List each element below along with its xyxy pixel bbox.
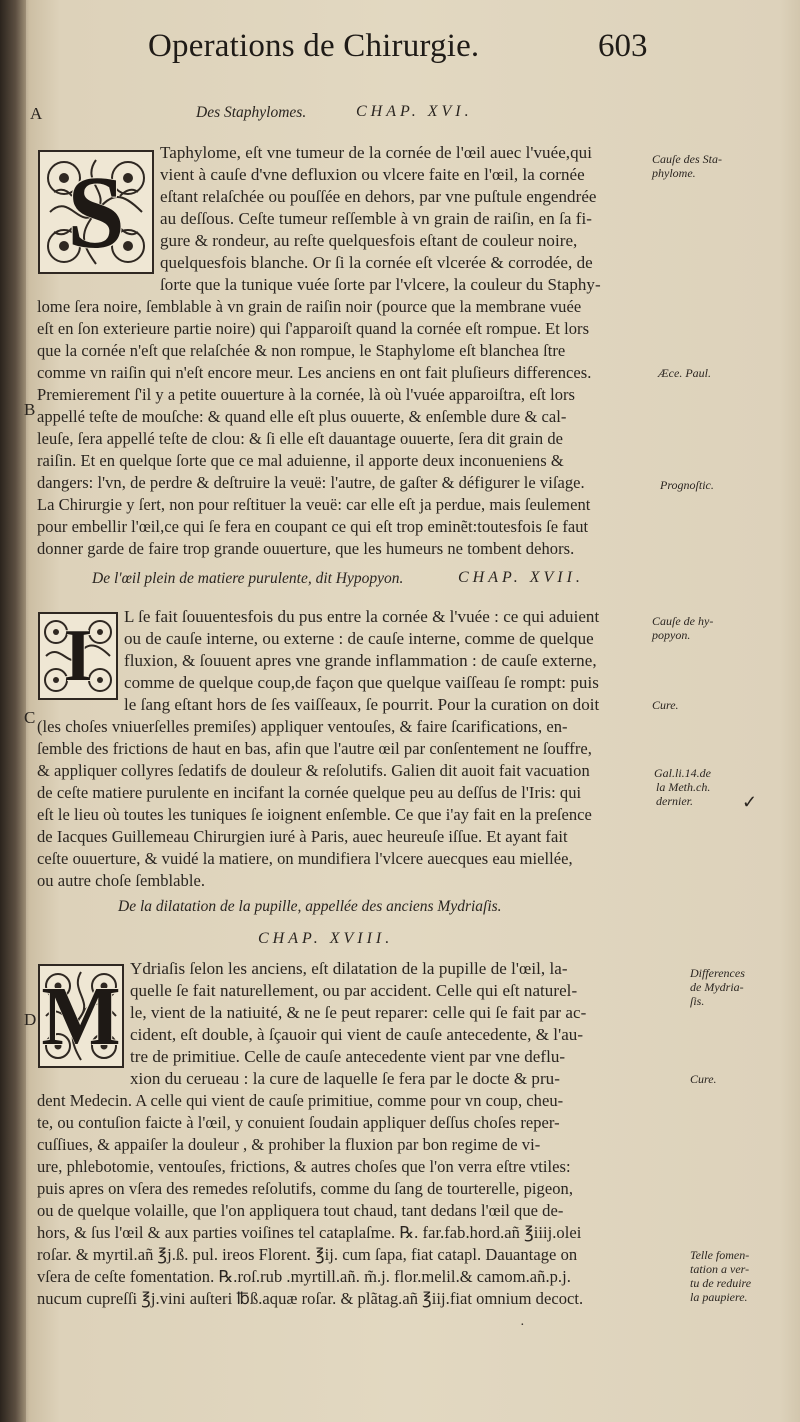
text-line: vſera de ceſte fomentation. ℞.roſ.rub .myrtill.añ. m̃.j. flor.melil.& camom.añ.p.j. [37,1267,571,1286]
text-line: le, vient de la natiuité, & ne ſe peut reparer: celle qui ſe fait par ac- [130,1003,587,1022]
text-line: raiſin. Et en quelque ſorte que ce mal aduienne, il apporte deux inconueniens & [37,451,564,470]
text-line: leuſe, ſera appellé teſte de clou: & ſi elle eſt dauantage ouuerte, ſera dit grain de [37,429,564,448]
text-line: quelquesfois blanche. Or ſi la cornée eſt vlcerée & corrodée, de [160,253,593,272]
margin-note: dernier. [656,794,693,808]
text-line: eſt en ſon exterieure partie noire) qui ſ'apparoiſt quand la cornée eſt rompue. Et lors [37,319,590,338]
margin-note: Differences [690,966,745,980]
ink-speck: · [520,1318,525,1333]
signature-mark: A [30,104,43,123]
text-line: le ſang eſtant hors de ſes vaiſſeaux, ſe pourrit. Pour la curation on doit [124,695,600,714]
text-line: eſt le lieu où toutes les tuniques ſe ioignent enſemble. Ce que i'ay fait en la preſence [37,805,592,824]
text-line: de ceſte matiere purulente en incifant la cornée quelque peu au deſſus de l'Iris: qui [37,783,582,802]
text-line: cuſſiues, & appaiſer la douleur , & prohiber la fluxion par bon regime de vi- [37,1135,541,1154]
text-line: ſorte que la tunique vuée ſorte par l'vlcere, la couleur du Staphy- [160,275,601,294]
margin-note: ſis. [690,994,705,1008]
text-line: au deſſous. Ceſte tumeur reſſemble à vn grain de raiſin, en ſa fi- [160,209,592,228]
text-line: hors, & ſus l'œil & aux parties voiſines tel cataplaſme. ℞. far.fab.hord.añ ℥iiij.olei [37,1223,582,1242]
decorated-initial-s [38,150,154,274]
text-line: dangers: l'vn, de perdre & deſtruire la veuë: l'autre, de gaſter & défigurer le viſage. [37,473,585,492]
text-line: ure, phlebotomie, ventouſes, frictions, & autres choſes que l'on verra eſtre vtiles: [37,1157,571,1176]
text-line: dent Medecin. A celle qui vient de cauſe primitiue, comme pour vn coup, cheu- [37,1091,564,1110]
margin-note: Prognoſtic. [660,478,714,492]
chapter-number: CHAP. XVIII. [258,930,394,947]
chapter-number: CHAP. XVI. [356,103,473,120]
margin-note: Gal.li.14.de [654,766,711,780]
text-line: nucum cupreſſi ℥j.vini auſteri ℔ß.aquæ roſar. & plãtag.añ ℥iij.fiat omnium decoct. [37,1289,584,1308]
margin-note: Cure. [652,698,679,712]
text-line: comme vn raiſin qui n'eſt encore meur. Les anciens en ont fait pluſieurs differences. [37,363,592,382]
text-line: cident, eſt double, à ſçauoir qui vient de cauſe antecedente, & l'au- [130,1025,584,1044]
running-title: Operations de Chirurgie. [148,28,480,64]
margin-note: tu de reduire [690,1276,752,1290]
annotation-mark: ✓ [742,792,758,812]
margin-note: la paupiere. [690,1290,748,1304]
text-line: tre de primitiue. Celle de cauſe antecedente vient par vne deflu- [130,1047,566,1066]
text-line: ou autre choſe ſemblable. [37,871,206,890]
text-line: puis apres on vſera des remedes reſolutifs, comme du ſang de tourterelle, pigeon, [37,1179,574,1198]
text-line: que la cornée n'eſt que relaſchée & non rompue, le Staphylome eſt blanchea ſtre [37,341,566,360]
text-line: Premierement ſ'il y a petite ouuerture à la cornée, là où l'vuée apparoiſtra, eſt lors [37,385,576,404]
text-line: ou de cauſe interne, ou externe : de cauſe interne, comme de quelque [124,629,594,648]
text-line: & appliquer collyres ſedatifs de douleur & reſolutifs. Galien dit auoit fait vacuation [37,761,590,780]
text-line: donner garde de faire trop grande ouuerture, que les humeurs ne tombent dehors. [37,539,575,558]
signature-mark: B [24,400,36,419]
text-line: vient à cauſe d'vne defluxion ou vlcere faite en l'œil, la cornée [160,165,585,184]
chapter-number: CHAP. XVII. [458,569,584,586]
chapter-title: De l'œil plein de matiere purulente, dit Hypopyon. [92,570,404,587]
text-line: roſar. & myrtil.añ ℥j.ß. pul. ireos Florent. ℥ij. cum ſapa, fiat catapl. Dauantage on [37,1245,578,1264]
margin-note: Cure. [690,1072,717,1086]
text-line: lome ſera noire, ſemblable à vn grain de raiſin noir (pource que la membrane vuée [37,297,582,316]
margin-note: tation a ver- [690,1262,750,1276]
chapter-title: De la dilatation de la pupille, appellée des anciens Mydriaſis. [118,898,502,915]
text-line: quelle ſe fait naturellement, ou par accident. Celle qui eſt naturel- [130,981,578,1000]
decorated-initial-i [38,612,118,700]
initial-letter: I [63,614,93,697]
text-line: Taphylome, eſt vne tumeur de la cornée de l'œil auec l'vuée,qui [160,143,592,162]
margin-note: de Mydria- [690,980,744,994]
text-line: comme de quelque coup,de façon que quelque vaiſſeau ſe rompt: puis [124,673,599,692]
chapter-title: Des Staphylomes. [196,104,307,121]
margin-note: popyon. [652,628,691,642]
text-line: ceſte ouuerture, & vuidé la matiere, on mundifiera l'vlcere auecques eau miellée, [37,849,573,868]
text-line: de Iacques Guillemeau Chirurgien iuré à Paris, auec heureuſe iſſue. Et ayant fait [37,827,568,846]
margin-note: la Meth.ch. [656,780,711,794]
margin-note: Telle fomen- [690,1248,750,1262]
margin-note: phylome. [652,166,696,180]
margin-note: Cauſe de hy- [652,614,714,628]
text-line: ou de quelque volaille, que l'on appliquera tout chaud, tant dedans l'œil que de- [37,1201,564,1220]
page-number: 603 [598,28,648,64]
text-line: pour embellir l'œil,ce qui ſe fera en coupant ce qui eſt trop eminẽt:toutesfois ſe faut [37,517,589,536]
text-line: La Chirurgie y ſert, non pour reſtituer la veuë: car elle eſt ja perdue, mais ſeulement [37,495,591,514]
book-spine-shadow [0,0,26,1422]
text-line: ſemble des frictions de haut en bas, afin que l'autre œil par conſentement ne ſouffre, [37,739,592,758]
text-line: (les choſes vniuerſelles premiſes) appliquer ventouſes, & faire ſcarifications, en- [37,717,568,736]
margin-note: Æce. Paul. [658,366,711,380]
text-line: appellé teſte de mouſche: & quand elle eſt plus ouuerte, & enſemble dure & cal- [37,407,567,426]
signature-mark: D [24,1010,37,1029]
text-line: eſtant relaſchée ou pouſſée en dehors, par vne puſtule engendrée [160,187,597,206]
initial-letter: S [67,154,125,270]
signature-mark: C [24,708,36,727]
text-line: L ſe fait ſouuentesfois du pus entre la cornée & l'vuée : ce qui aduient [124,607,600,626]
text-line: fluxion, & ſouuent apres vne grande inflammation : de cauſe externe, [124,651,597,670]
text-line: xion du cerueau : la cure de laquelle ſe fera par le docte & pru- [130,1069,560,1088]
text-line: gure & rondeur, au reſte quelquesfois eſtant de couleur noire, [160,231,578,250]
text-line: te, ou contuſion faicte à l'œil, y conuient ſoudain appliquer deſſus choſes reper- [37,1113,560,1132]
margin-note: Cauſe des Sta- [652,152,722,166]
decorated-initial-m [38,964,124,1068]
initial-letter: M [41,969,121,1063]
text-line: Ydriaſis ſelon les anciens, eſt dilatation de la pupille de l'œil, la- [130,959,568,978]
